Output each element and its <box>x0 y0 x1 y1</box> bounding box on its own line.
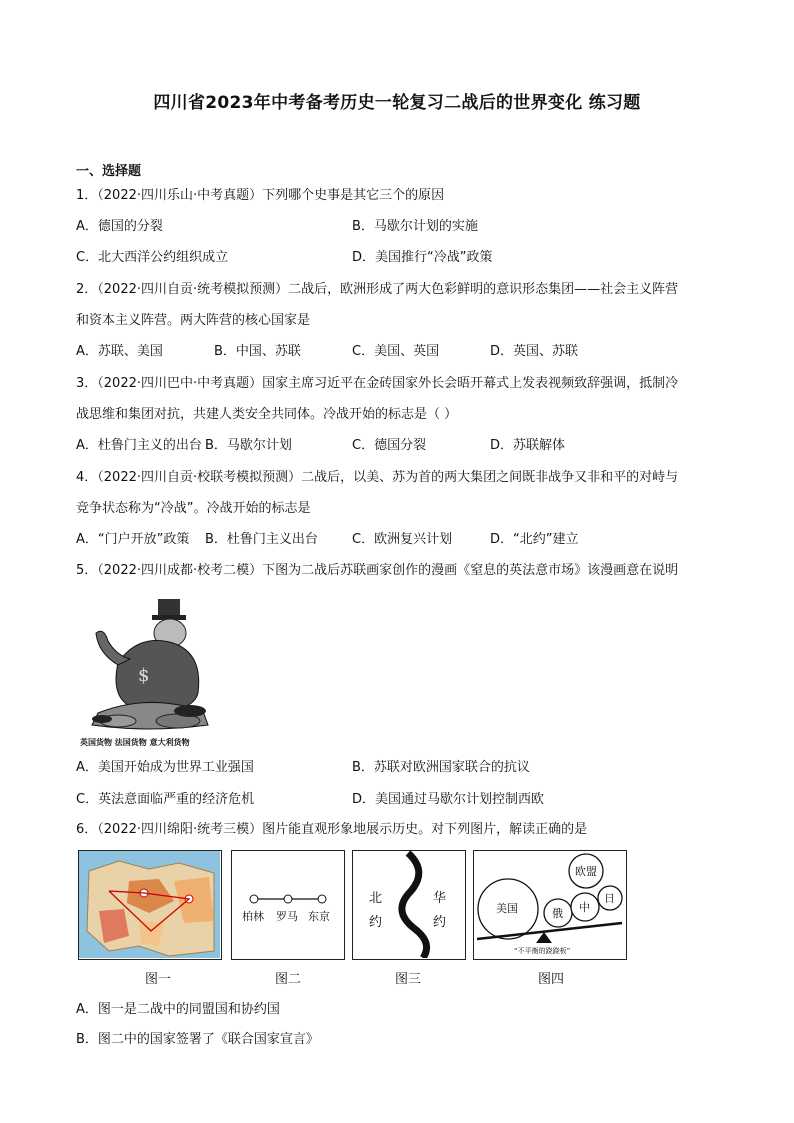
q5-option-a: A．美国开始成为世界工业强国 <box>76 760 254 775</box>
seesaw-russia: 俄 <box>552 907 563 920</box>
question-3-stem-line1: 3．（2022·四川巴中·中考真题）国家主席习近平在金砖国家外长会晤开幕式上发表视频致辞强调，抵制冷 <box>76 376 679 391</box>
question-4-stem-line1: 4．（2022·四川自贡·校联考模拟预测）二战后，以美、苏为首的两大集团之间既非战争又非和平的对峙与 <box>76 470 679 485</box>
europe-map-drawing <box>79 851 220 958</box>
axis-line-drawing <box>232 851 343 958</box>
q1-option-c: C．北大西洋公约组织成立 <box>76 250 229 265</box>
q4-option-b: B．杜鲁门主义出台 <box>205 532 318 547</box>
q6-option-b: B．图二中的国家签署了《联合国家宣言》 <box>76 1032 319 1047</box>
q3-option-b: B．马歇尔计划 <box>205 438 292 453</box>
cartoon-image <box>78 593 218 745</box>
seesaw-caption: “不平衡的跷跷板” <box>514 947 571 955</box>
nato-label-2: 约 <box>369 915 383 930</box>
question-3-stem-line2: 战思维和集团对抗，共建人类安全共同体。冷战开始的标志是（ ） <box>76 407 458 422</box>
city-tokyo: 东京 <box>308 910 330 923</box>
figure-2-axis <box>231 850 345 960</box>
figure-1-label: 图一 <box>145 972 172 987</box>
section-heading: 一、选择题 <box>76 164 142 179</box>
city-rome: 罗马 <box>276 910 298 923</box>
q2-option-b: B．中国、苏联 <box>214 344 301 359</box>
question-4-stem-line2: 竞争状态称为“冷战”。冷战开始的标志是 <box>76 501 311 516</box>
svg-text:$: $ <box>138 665 150 686</box>
page-title: 四川省2023年中考备考历史一轮复习二战后的世界变化 练习题 <box>153 93 641 113</box>
q1-option-b: B．马歇尔计划的实施 <box>352 219 478 234</box>
q4-option-c: C．欧洲复兴计划 <box>352 532 453 547</box>
q1-option-a: A．德国的分裂 <box>76 219 163 234</box>
q1-option-d: D．美国推行“冷战”政策 <box>352 250 493 265</box>
figure-2-label: 图二 <box>275 972 302 987</box>
seesaw-usa: 美国 <box>496 902 518 915</box>
nato-label-1: 北 <box>369 891 383 906</box>
q2-option-d: D．英国、苏联 <box>490 344 579 359</box>
cartoon-drawing <box>78 593 218 745</box>
q3-option-a: A．杜鲁门主义的出台 <box>76 438 202 453</box>
q3-option-d: D．苏联解体 <box>490 438 566 453</box>
q5-option-d: D．美国通过马歇尔计划控制西欧 <box>352 792 545 807</box>
question-6-stem: 6．（2022·四川绵阳·统考三模）图片能直观形象地展示历史。对下列图片，解读正确的是 <box>76 822 588 837</box>
warsaw-label-1: 华 <box>433 891 447 906</box>
figure-4-label: 图四 <box>538 972 565 987</box>
cartoon-caption: 英国货物 法国货物 意大利货物 <box>80 738 190 747</box>
seesaw-china: 中 <box>579 901 590 914</box>
q4-option-d: D．“北约”建立 <box>490 532 579 547</box>
figure-3-label: 图三 <box>395 972 422 987</box>
q6-option-a: A．图一是二战中的同盟国和协约国 <box>76 1002 280 1017</box>
seesaw-japan: 日 <box>604 892 615 905</box>
figure-1-map <box>78 850 222 960</box>
q3-option-c: C．德国分裂 <box>352 438 427 453</box>
question-2-stem-line1: 2．（2022·四川自贡·统考模拟预测）二战后，欧洲形成了两大色彩鲜明的意识形态集团——社会主义阵营 <box>76 282 679 297</box>
q5-option-b: B．苏联对欧洲国家联合的抗议 <box>352 760 530 775</box>
figure-4-seesaw <box>473 850 627 960</box>
seesaw-eu: 欧盟 <box>575 865 597 878</box>
question-5-stem: 5．（2022·四川成都·校考二模）下图为二战后苏联画家创作的漫画《窒息的英法意市场》该漫画意在说明 <box>76 563 679 578</box>
question-1-stem: 1．（2022·四川乐山·中考真题）下列哪个史事是其它三个的原因 <box>76 188 445 203</box>
warsaw-label-2: 约 <box>433 915 447 930</box>
q4-option-a: A．“门户开放”政策 <box>76 532 190 547</box>
question-2-stem-line2: 和资本主义阵营。两大阵营的核心国家是 <box>76 313 311 328</box>
city-berlin: 柏林 <box>242 910 264 923</box>
figure-3-blocs <box>352 850 466 960</box>
q2-option-c: C．美国、英国 <box>352 344 440 359</box>
q5-option-c: C．英法意面临严重的经济危机 <box>76 792 255 807</box>
q2-option-a: A．苏联、美国 <box>76 344 163 359</box>
